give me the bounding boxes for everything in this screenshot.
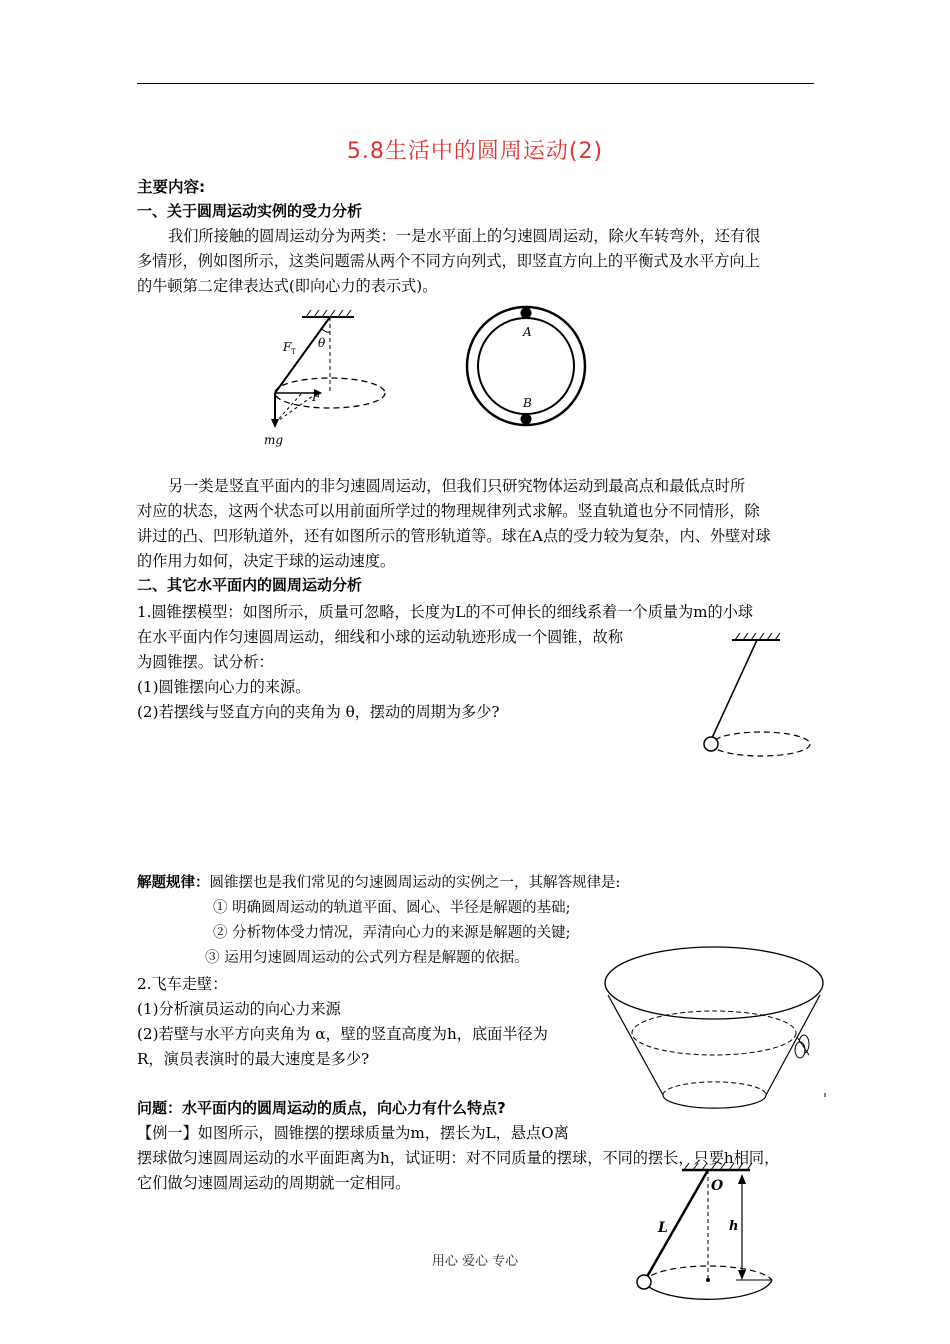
header-rule (137, 83, 814, 84)
example-line-2: 摆球做匀速圆周运动的水平面距离为h，试证明：对不同质量的摆球，不同的摆长，只要h相同， (137, 1149, 780, 1167)
tension-label: F (283, 340, 292, 354)
page-footer: 用心 爱心 专心 (431, 1254, 519, 1269)
rule-line (137, 872, 620, 894)
item2-line-3: (2)若壁与水平方向夹角为 α，壁的竖直高度为h，底面半径为 (137, 1025, 548, 1043)
example-line-1: 【例一】如图所示，圆锥摆的摆球质量为m，摆长为L，悬点O离 (137, 1124, 569, 1142)
example-pendulum-figure (632, 1162, 782, 1332)
ball-top-a (521, 308, 532, 319)
section1-para-line-3: 的牛顿第二定律表达式(即向心力的表示式)。 (137, 277, 438, 295)
item1-line-5: (2)若摆线与竖直方向的夹角为 θ，摆动的周期为多少? (137, 703, 500, 721)
force-diagram-figure (262, 305, 412, 450)
tension-subscript: T (291, 348, 296, 356)
point-a-label: A (523, 325, 532, 339)
wall-of-death-figure (603, 945, 828, 1120)
point-b-label: B (523, 396, 532, 410)
example-line-3: 它们做匀速圆周运动的周期就一定相同。 (137, 1174, 411, 1192)
main-content-label: 主要内容: (137, 178, 206, 196)
section1-para-line-1: 我们所接触的圆周运动分为两类：一是水平面上的匀速圆周运动，除火车转弯外，还有很 (168, 227, 761, 245)
theta-label: θ (318, 336, 326, 350)
conical-pendulum-figure (700, 628, 820, 768)
item2-line-2: (1)分析演员运动的向心力来源 (137, 1000, 341, 1018)
page-title: 5.8生活中的圆周运动(2) (346, 139, 604, 164)
rule-item-2: ② 分析物体受力情况，弄清向心力的来源是解题的关键; (213, 925, 571, 941)
item1-line-2: 在水平面内作匀速圆周运动，细线和小球的运动轨迹形成一个圆锥，故称 (137, 628, 623, 646)
rule-item-1: ① 明确圆周运动的轨道平面、圆心、半径是解题的基础; (213, 900, 571, 916)
section1-para2-line-1: 另一类是竖直平面内的非匀速圆周运动，但我们只研究物体运动到最高点和最低点时所 (168, 477, 746, 495)
height-label: h (729, 1219, 739, 1234)
length-label: L (658, 1220, 668, 1236)
section1-para-line-2: 多情形，例如图所示，这类问题需从两个不同方向列式，即竖直方向上的平衡式及水平方向上 (137, 252, 760, 270)
force-label: F (312, 390, 321, 404)
section1-para2-line-4: 的作用力如何，决定于球的运动速度。 (137, 552, 396, 570)
weight-label: mg (264, 433, 284, 447)
item2-line-1: 2.飞车走壁： (137, 975, 228, 993)
pivot-label: O (711, 1178, 724, 1194)
tube-track-figure (462, 303, 592, 433)
section1-para2-line-2: 对应的状态，这两个状态可以用前面所学过的物理规律列式求解。竖直轨道也分不同情形，除 (137, 502, 760, 520)
rule-item-3: ③ 运用匀速圆周运动的公式列方程是解题的依据。 (205, 950, 529, 966)
example-ball (637, 1275, 651, 1289)
rule-label: 解题规律： (137, 875, 210, 891)
question-text: 问题：水平面内的圆周运动的质点，向心力有什么特点? (137, 1099, 506, 1117)
section2-heading: 二、其它水平面内的圆周运动分析 (137, 576, 363, 594)
ball-bottom-b (521, 414, 532, 425)
section1-para2-line-3: 讲过的凸、凹形轨道外，还有如图所示的管形轨道等。球在A点的受力较为复杂，内、外壁对球 (137, 527, 771, 545)
section1-heading: 一、关于圆周运动实例的受力分析 (137, 202, 363, 220)
item2-line-4: R，演员表演时的最大速度是多少? (137, 1050, 370, 1068)
pendulum-ball (704, 737, 718, 751)
item1-line-3: 为圆锥摆。试分析： (137, 653, 274, 671)
item1-line-4: (1)圆锥摆向心力的来源。 (137, 678, 311, 696)
rule-text: 圆锥摆也是我们常见的匀速圆周运动的实例之一，其解答规律是: (209, 875, 621, 891)
item1-line-1: 1.圆锥摆模型：如图所示，质量可忽略，长度为L的不可伸长的细线系着一个质量为m的小球 (137, 603, 754, 621)
